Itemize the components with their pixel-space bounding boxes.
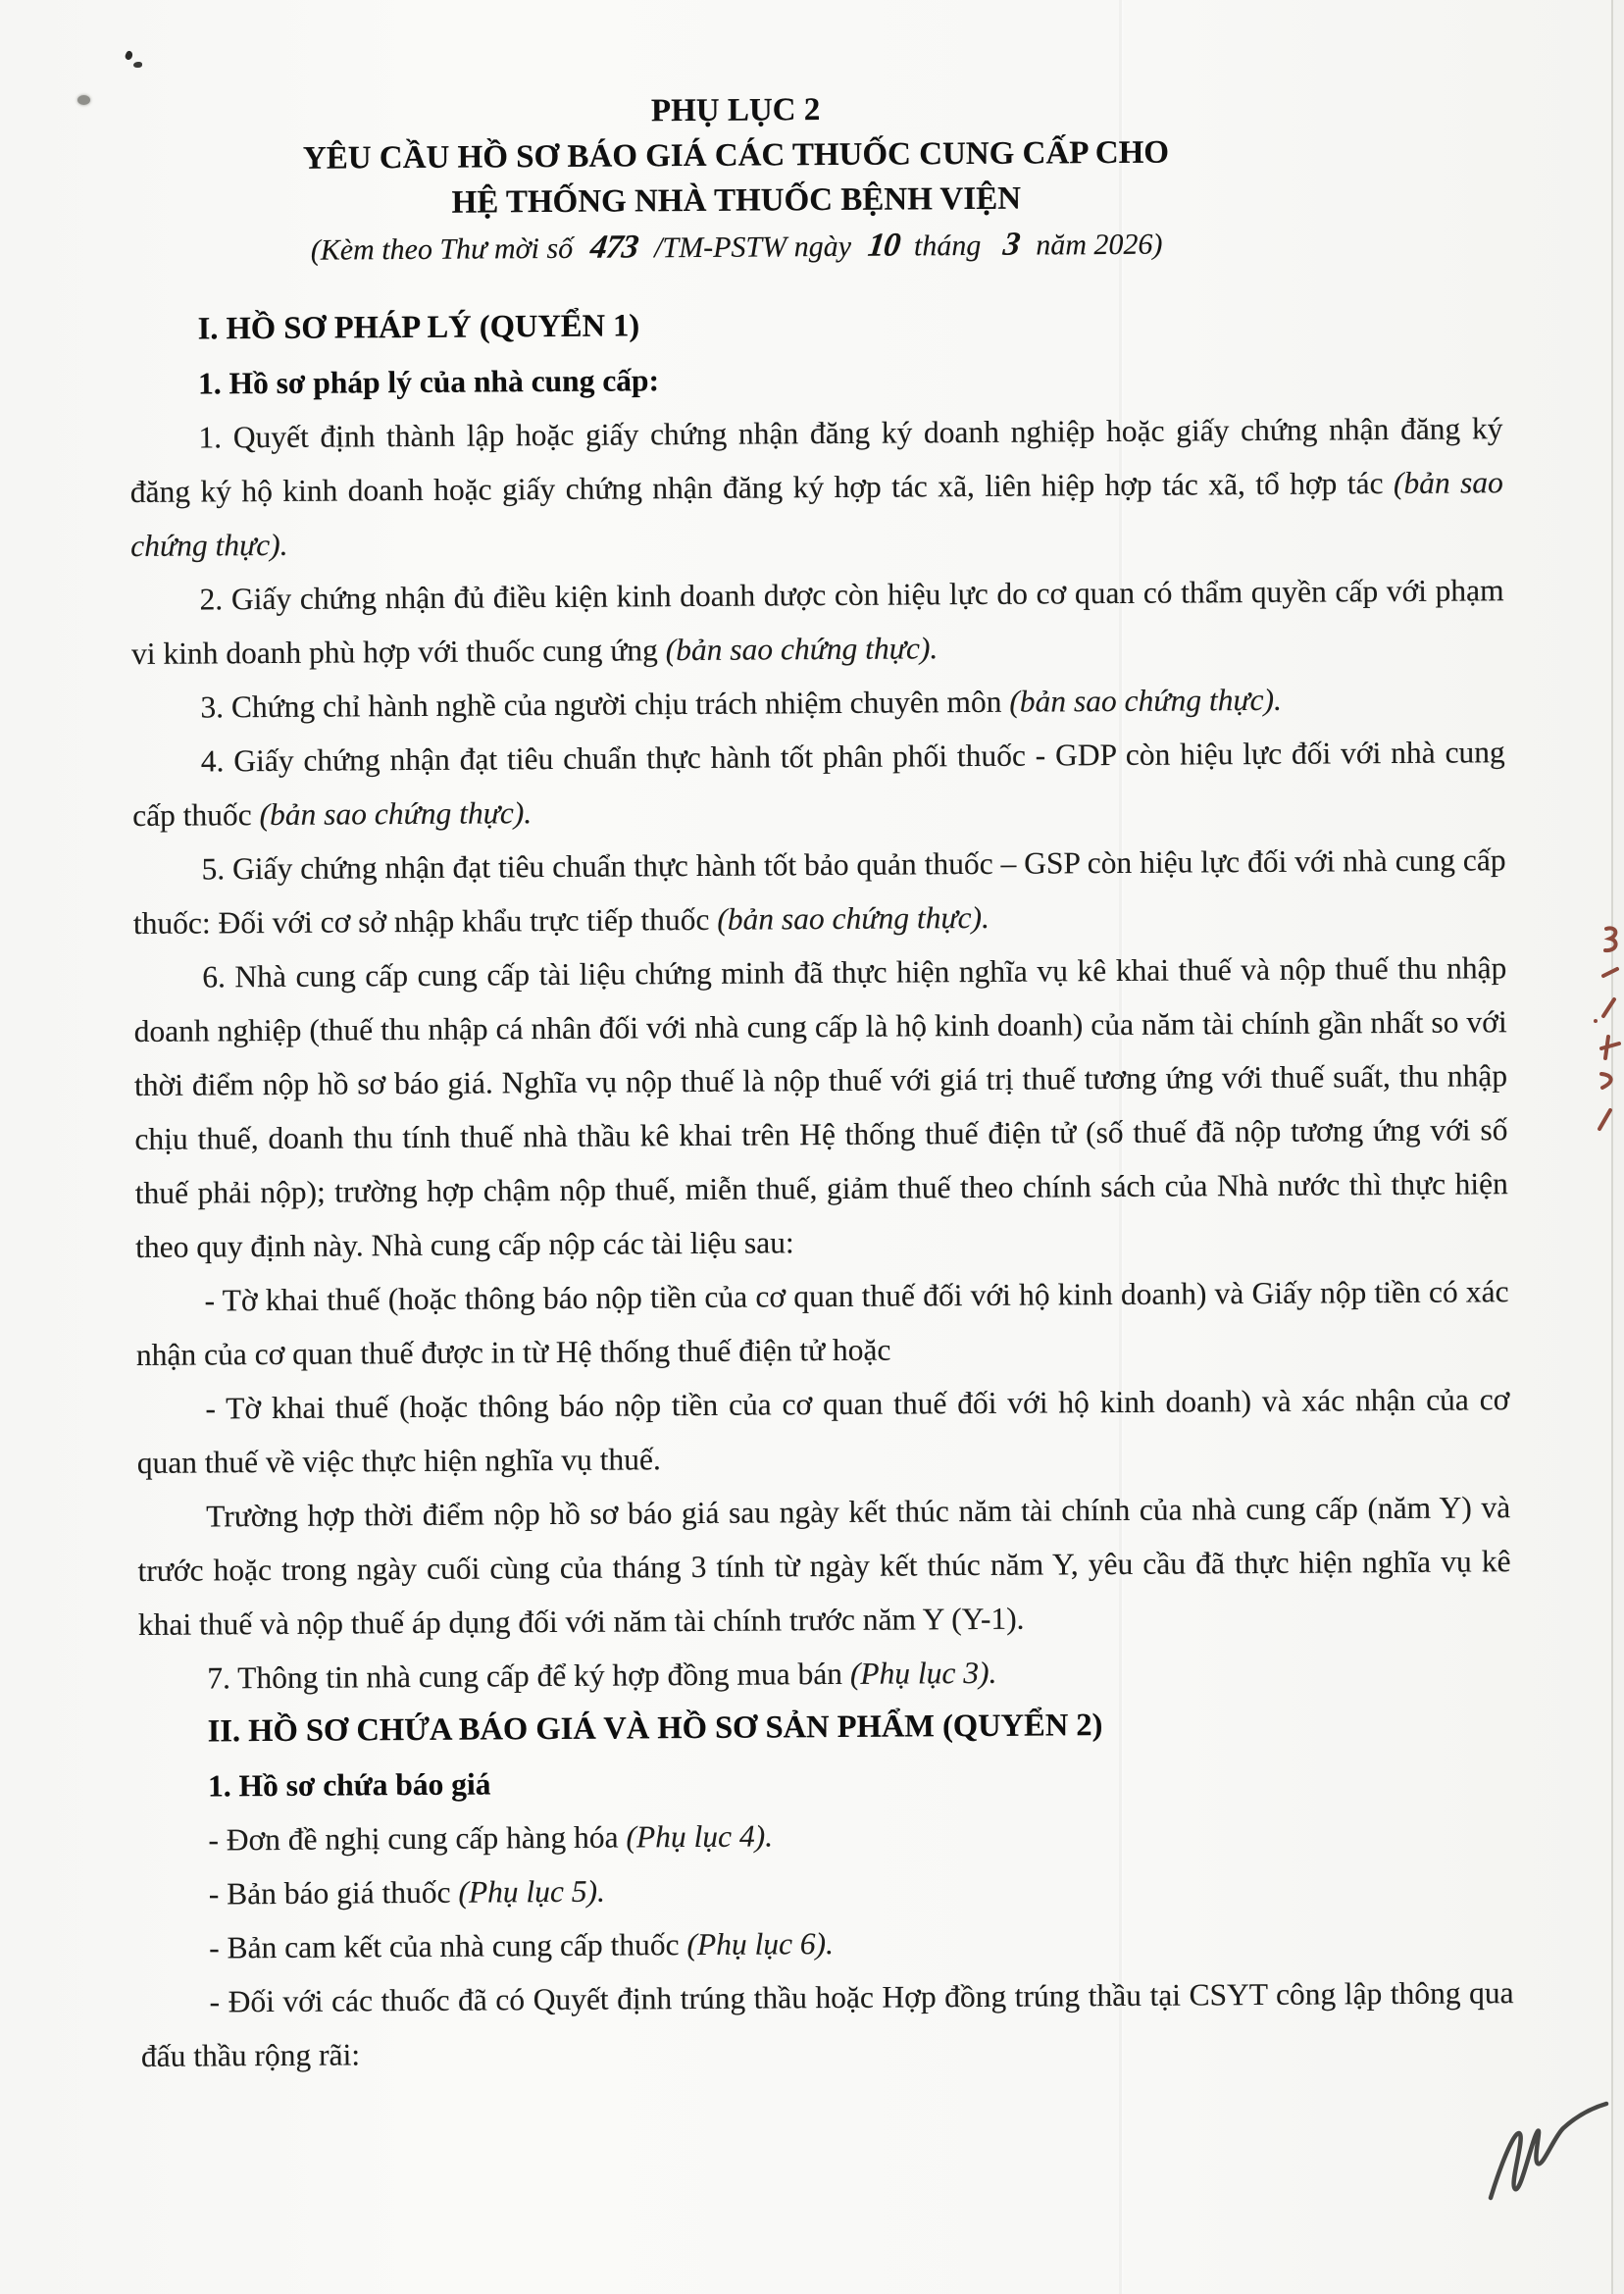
- text-run: 1. Quyết định thành lập hoặc giấy chứng nhận đăng ký doanh nghiệp hoặc giấy chứng nhận đăng ký đăng ký hộ kinh doanh hoặc giấy chứng nhận đăng ký hợp tác xã, liên hiệp hợp tác xã, tổ hợp tác: [129, 411, 1503, 509]
- list-item: [139, 1804, 1512, 1867]
- ink-speck: [77, 95, 90, 105]
- text-run: Trường hợp thời điểm nộp hồ sơ báo giá sau ngày kết thúc năm tài chính của nhà cung cấp (năm Y) và trước hoặc trong ngày cuối cùng của tháng 3 tính từ ngày kết thúc năm Y, yêu cầu đã thực hiện nghĩa vụ kê khai thuế và nộp thuế áp dụng đối với năm tài chính trước năm Y (Y-1).: [137, 1490, 1511, 1642]
- handwritten-month: 3: [1000, 226, 1021, 263]
- paragraph: [130, 563, 1504, 681]
- text-run: - Bản cam kết của nhà cung cấp thuốc: [209, 1927, 687, 1965]
- paragraph: [132, 833, 1506, 950]
- text-run: 4. Giấy chứng nhận đạt tiêu chuẩn thực hành tốt phân phối thuốc - GDP còn hiệu lực đối với nhà cung cấp thuốc: [132, 735, 1505, 833]
- text-run: - Tờ khai thuế (hoặc thông báo nộp tiền của cơ quan thuế đối với hộ kinh doanh) và xác nhận của cơ quan thuế về việc thực hiện nghĩa vụ thuế.: [136, 1382, 1510, 1480]
- document-body: [129, 293, 1515, 2083]
- paragraph: [137, 1480, 1511, 1652]
- section-subheading: [129, 347, 1502, 411]
- text-run: 2. Giấy chứng nhận đủ điều kiện kinh doanh dược còn hiệu lực do cơ quan có thẩm quyền cấp với phạm vi kinh doanh phù hợp với thuốc cung ứng: [130, 573, 1504, 671]
- document-content: [127, 82, 1514, 2083]
- text-run: - Đơn đề nghị cung cấp hàng hóa: [208, 1819, 627, 1858]
- text-run: 1. Hồ sơ chứa báo giá: [207, 1766, 491, 1804]
- ink-speck: [124, 50, 133, 61]
- paragraph: [138, 1642, 1511, 1706]
- paragraph: [131, 671, 1504, 735]
- list-item: [140, 1912, 1513, 1975]
- document-title-line1: YÊU CẦU HỒ SƠ BÁO GIÁ CÁC THUỐC CUNG CẤP CHO: [302, 134, 1170, 177]
- text-run: 3. Chứng chỉ hành nghề của người chịu trách nhiệm chuyên môn: [200, 684, 1010, 725]
- italic-text-run: (Phụ lục 6).: [686, 1926, 835, 1963]
- ink-speck: [133, 62, 142, 68]
- italic-text-run: (bản sao chứng thực).: [130, 465, 1503, 563]
- list-item: [140, 1858, 1513, 1921]
- text-run: - Đối với các thuốc đã có Quyết định trúng thầu hoặc Hợp đồng trúng thầu tại CSYT công lập thông qua đấu thầu rộng rãi:: [140, 1975, 1514, 2073]
- paragraph: [133, 941, 1508, 1274]
- paragraph: [132, 725, 1506, 842]
- italic-text-run: (Phụ lục 5).: [458, 1873, 606, 1910]
- text-run: 5. Giấy chứng nhận đạt tiêu chuẩn thực hành tốt bảo quản thuốc – GSP còn hiệu lực đối với nhà cung cấp thuốc: Đối với cơ sở nhập khẩu trực tiếp thuốc: [132, 842, 1506, 941]
- text-run: 1. Hồ sơ pháp lý của nhà cung cấp:: [197, 363, 660, 401]
- text-run: 6. Nhà cung cấp cung cấp tài liệu chứng minh đã thực hiện nghĩa vụ kê khai thuế và nộp thuế thu nhập doanh nghiệp (thuế thu nhập cá nhân đối với nhà cung cấp là hộ kinh doanh) của năm tài chính gần nhất so với thời điểm nộp hồ sơ báo giá. Nghĩa vụ nộp thuế là nộp thuế với giá trị thuế tương ứng với thuế suất, thu nhập chịu thuế, doanh thu tính thuế nhà thầu kê khai trên Hệ thống thuế điện tử (số thuế đã nộp tương ứng với số thuế phải nộp); trường hợp chậm nộp thuế, miễn thuế, giảm thuế theo chính sách của Nhà nước thì thực hiện theo quy định này. Nhà cung cấp nộp các tài liệu sau:: [133, 950, 1508, 1264]
- italic-text-run: (bản sao chứng thực).: [665, 631, 939, 668]
- paragraph: [140, 1965, 1514, 2083]
- section-heading: [129, 293, 1502, 357]
- document-header: [127, 83, 1345, 274]
- text-run: 7. Thông tin nhà cung cấp để ký hợp đồng mua bán: [207, 1656, 850, 1696]
- appendix-title: PHỤ LỤC 2: [650, 92, 821, 129]
- text-run: II. HỒ SƠ CHỨA BÁO GIÁ VÀ HỒ SƠ SẢN PHẨM (QUYỂN 2): [207, 1708, 1103, 1750]
- page-edge-strip: [1613, 0, 1624, 2294]
- handwritten-letter-number: 473: [587, 229, 639, 266]
- text-run: - Bản báo giá thuốc: [208, 1874, 459, 1912]
- reference-prefix: (Kèm theo Thư mời số: [310, 231, 574, 267]
- italic-text-run: (Phụ lục 3).: [849, 1655, 997, 1691]
- reference-suffix: năm 2026): [1036, 228, 1163, 262]
- text-run: I. HỒ SƠ PHÁP LÝ (QUYỂN 1): [197, 308, 640, 347]
- paragraph: [136, 1372, 1510, 1490]
- section-heading: [138, 1696, 1511, 1759]
- handwritten-initial-signature: [1483, 2099, 1612, 2207]
- paragraph: [135, 1264, 1509, 1382]
- text-run: - Tờ khai thuế (hoặc thông báo nộp tiền của cơ quan thuế đối với hộ kinh doanh) và Giấy nộp tiền có xác nhận của cơ quan thuế được in từ Hệ thống thuế điện tử hoặc: [135, 1274, 1509, 1372]
- reference-month-label: tháng: [913, 229, 982, 263]
- italic-text-run: (bản sao chứng thực).: [1009, 682, 1283, 719]
- section-subheading: [139, 1750, 1512, 1813]
- italic-text-run: (bản sao chứng thực).: [717, 899, 990, 937]
- italic-text-run: (Phụ lục 4).: [626, 1818, 774, 1855]
- handwritten-day: 10: [866, 227, 902, 264]
- reference-symbol: /TM-PSTW ngày: [654, 229, 852, 265]
- document-title-line2: HỆ THỐNG NHÀ THUỐC BỆNH VIỆN: [451, 180, 1022, 221]
- handwriting-edge-marks: [1579, 917, 1624, 1133]
- italic-text-run: (bản sao chứng thực).: [259, 795, 533, 833]
- reference-line: [128, 221, 1345, 274]
- paragraph: [129, 401, 1503, 573]
